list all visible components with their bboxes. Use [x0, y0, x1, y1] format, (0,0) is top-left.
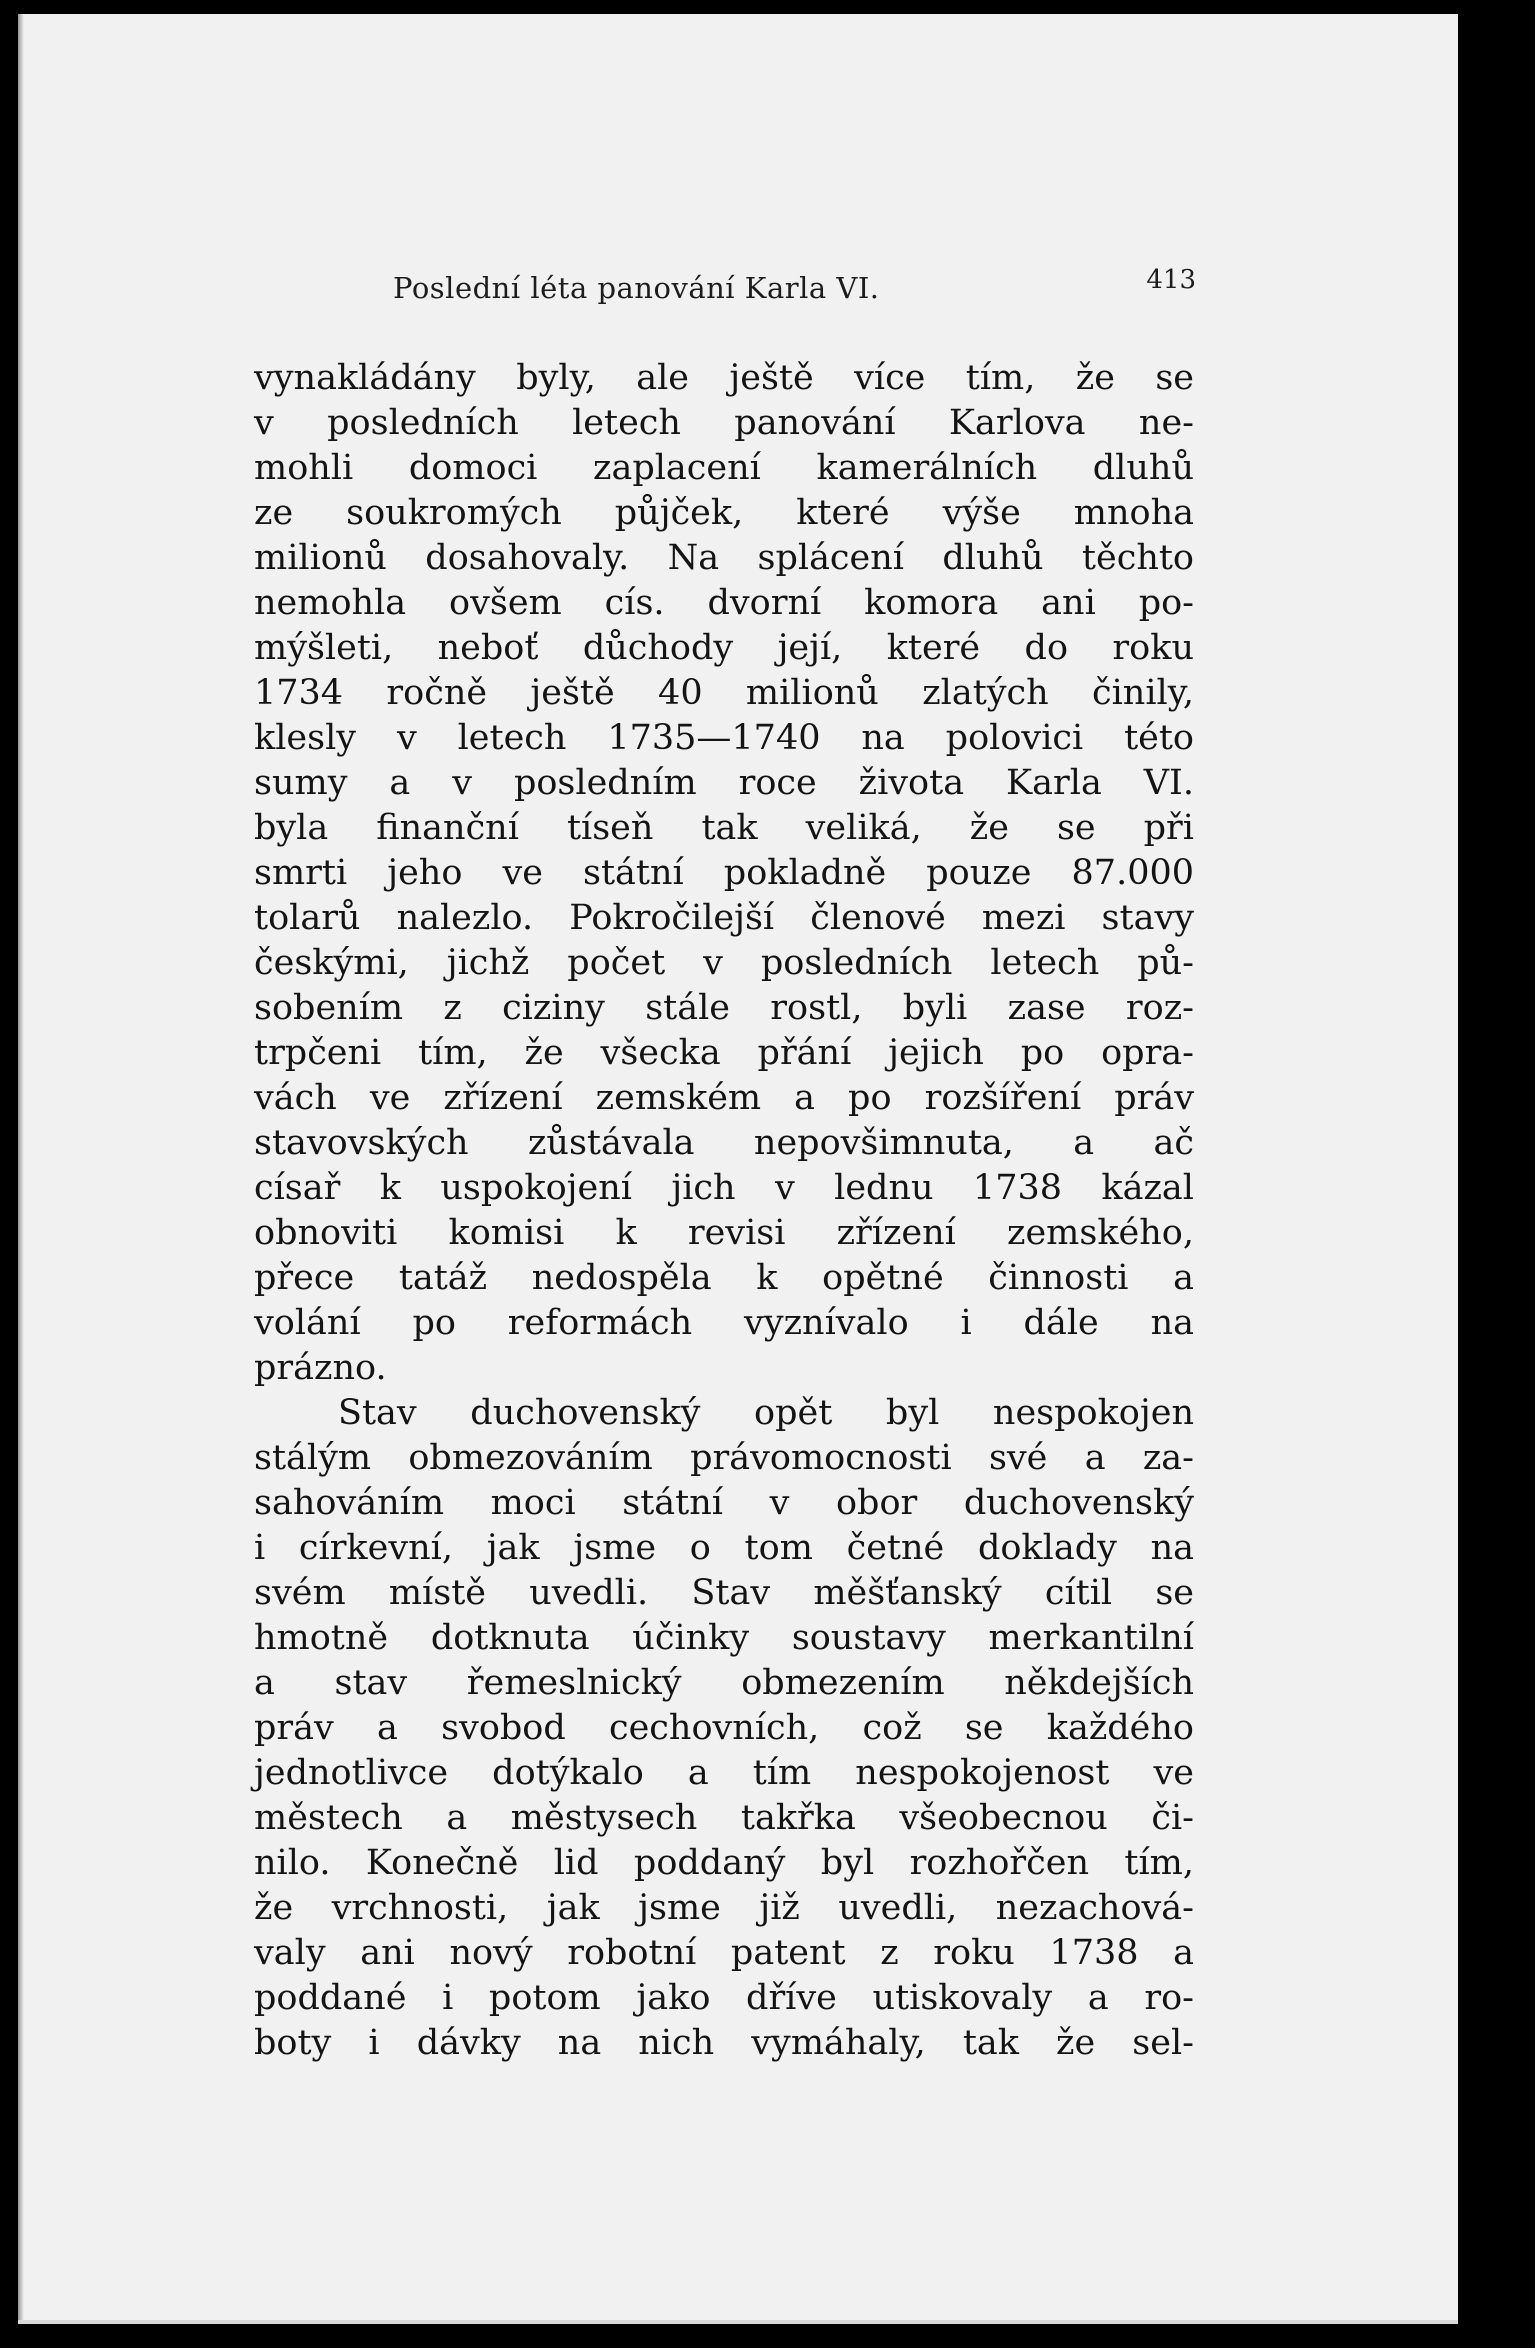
text-line: přece tatáž nedospěla k opětné činnosti a [254, 1258, 1194, 1298]
running-title: Poslední léta panování Karla VI. [393, 271, 880, 305]
text-line: a stav řemeslnický obmezením někdejších [254, 1663, 1194, 1703]
text-line: vynakládány byly, ale ještě více tím, že se [254, 358, 1194, 398]
text-line: milionů dosahovaly. Na splácení dluhů těchto [254, 538, 1194, 578]
text-line: ze soukromých půjček, které výše mnoha [254, 493, 1194, 533]
text-line: smrti jeho ve státní pokladně pouze 87.000 [254, 853, 1194, 893]
text-line: mýšleti, neboť důchody její, které do roku [254, 628, 1194, 668]
text-line: stálým obmezováním právomocnosti své a za- [254, 1438, 1194, 1478]
text-line: císař k uspokojení jich v lednu 1738 kázal [254, 1168, 1194, 1208]
page-number: 413 [1146, 265, 1196, 295]
text-line: svém místě uvedli. Stav měšťanský cítil se [254, 1573, 1194, 1613]
text-line: volání po reformách vyznívalo i dále na [254, 1303, 1194, 1343]
page-bottom-edge [18, 2320, 1458, 2324]
text-line: obnoviti komisi k revisi zřízení zemského, [254, 1213, 1194, 1253]
body-text [254, 356, 1194, 2066]
text-line: v posledních letech panování Karlova ne- [254, 403, 1194, 443]
text-line: vách ve zřízení zemském a po rozšíření práv [254, 1078, 1194, 1118]
text-line: hmotně dotknuta účinky soustavy merkantilní [254, 1618, 1194, 1658]
text-line: sumy a v posledním roce života Karla VI. [254, 763, 1194, 803]
text-line: tolarů nalezlo. Pokročilejší členové mezi stavy [254, 898, 1194, 938]
page-gutter-shadow [18, 14, 24, 2324]
paragraph-2 [254, 1391, 1194, 2066]
text-line: valy ani nový robotní patent z roku 1738 a [254, 1933, 1194, 1973]
text-line: stavovských zůstávala nepovšimnuta, a ač [254, 1123, 1194, 1163]
text-line: boty i dávky na nich vymáhaly, tak že sel- [254, 2023, 1194, 2063]
text-line: českými, jichž počet v posledních letech pů- [254, 943, 1194, 983]
text-line: jednotlivce dotýkalo a tím nespokojenost ve [254, 1753, 1194, 1793]
text-line: nilo. Konečně lid poddaný byl rozhořčen tím, [254, 1843, 1194, 1883]
text-line: že vrchnosti, jak jsme již uvedli, nezachová- [254, 1888, 1194, 1928]
text-line: nemohla ovšem cís. dvorní komora ani po- [254, 583, 1194, 623]
text-line: poddané i potom jako dříve utiskovaly a ro- [254, 1978, 1194, 2018]
text-line: sahováním moci státní v obor duchovenský [254, 1483, 1194, 1523]
text-line: městech a městysech takřka všeobecnou či- [254, 1798, 1194, 1838]
text-line: trpčeni tím, že všecka přání jejich po opra- [254, 1033, 1194, 1073]
text-line: práv a svobod cechovních, což se každého [254, 1708, 1194, 1748]
book-page [18, 14, 1458, 2324]
text-line: byla finanční tíseň tak veliká, že se při [254, 808, 1194, 848]
text-line: 1734 ročně ještě 40 milionů zlatých činily, [254, 673, 1194, 713]
paragraph-1 [254, 356, 1194, 1391]
text-line: i církevní, jak jsme o tom četné doklady na [254, 1528, 1194, 1568]
text-line: klesly v letech 1735—1740 na polovici této [254, 718, 1194, 758]
text-line: Stav duchovenský opět byl nespokojen [338, 1393, 1194, 1433]
page-header [393, 265, 1196, 311]
text-line: prázno. [254, 1348, 387, 1388]
text-line: mohli domoci zaplacení kamerálních dluhů [254, 448, 1194, 488]
text-line: sobením z ciziny stále rostl, byli zase roz- [254, 988, 1194, 1028]
